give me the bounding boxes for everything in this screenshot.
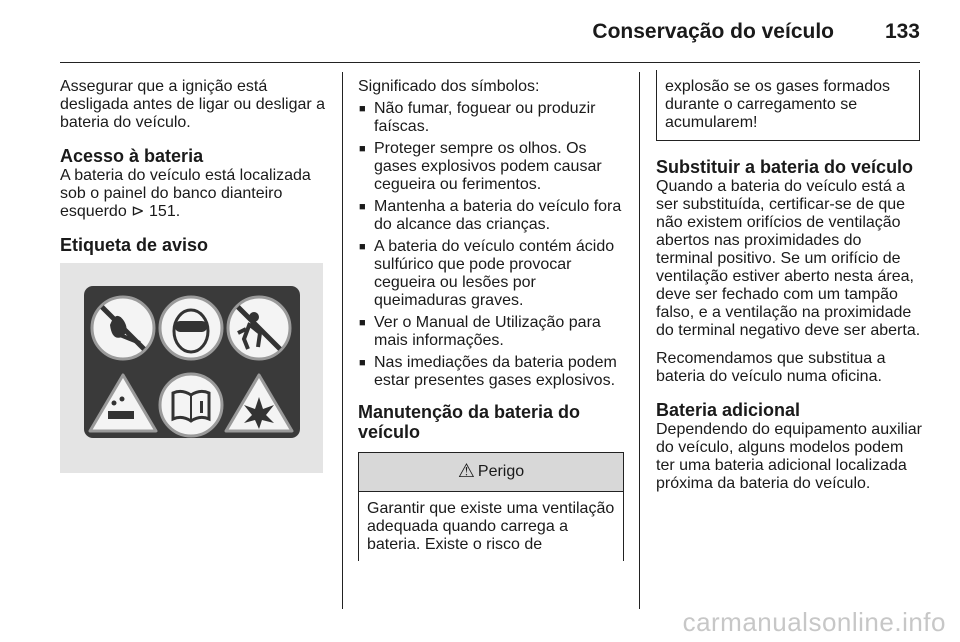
column-divider (342, 72, 343, 609)
warning-label-heading: Etiqueta de aviso (60, 235, 209, 255)
danger-text: Garantir que existe uma ventilação adequada quando carrega a bateria. Existe o risco de (367, 500, 615, 553)
symbols-list (358, 100, 624, 390)
warning-label-image (60, 263, 323, 473)
access-heading: Acesso à bateria (60, 146, 204, 166)
aux-battery-heading: Bateria adicional (656, 400, 801, 420)
replace-battery-heading: Substituir a bateria do veículo (656, 157, 914, 177)
maintenance-heading: Manutenção da bateria do veículo (358, 402, 581, 442)
replace-battery-text: Quando a bateria do veículo está a ser substituída, certificar-se de que não existem orifícios de ventilação abertos nas proximidades do terminal positivo. Se um orifício de ventilação estiver aberto nesta área, deve ser fechado com um tampão falso, e a ventilação na proximidade do terminal negativo deve ser aberta. (656, 178, 921, 339)
no-fire-icon (92, 297, 154, 359)
page-reference-icon: ⊳ (131, 203, 145, 220)
list-item: ■ Nas imediações da bateria podem estar presentes gases explosivos. (358, 354, 624, 390)
warning-triangle-icon: ⚠ (457, 461, 475, 482)
danger-box-continued: explosão se os gases formados durante o carregamento se acumularem! (656, 70, 920, 141)
danger-box-header (359, 453, 623, 492)
column-right (656, 78, 922, 503)
eye-protection-icon (160, 297, 222, 359)
list-item: ■ Ver o Manual de Utilização para mais informações. (358, 314, 624, 350)
danger-title: Perigo (477, 463, 525, 480)
list-item: ■ Mantenha a bateria do veículo fora do alcance das crianças. (358, 198, 624, 234)
access-text: A bateria do veículo está localizada sob o painel do banco dianteiro esquerdo ⊳ 151. (60, 167, 311, 220)
recommend-text: Recomendamos que substitua a bateria do veículo numa oficina. (656, 350, 886, 385)
list-item: ■ Proteger sempre os olhos. Os gases explosivos podem causar cegueira ou ferimentos. (358, 140, 624, 194)
danger-box (358, 452, 624, 561)
list-item: ■ A bateria do veículo contém ácido sulfúrico que pode provocar cegueira ou lesões por queimaduras graves. (358, 238, 624, 310)
list-item: ■ Não fumar, foguear ou produzir faíscas. (358, 100, 624, 136)
ignition-note: Assegurar que a ignição está desligada antes de ligar ou desligar a bateria do veículo. (60, 78, 326, 131)
watermark: carmanualsonline.info (682, 607, 946, 637)
explosion-warning-icon (226, 375, 292, 431)
access-reference[interactable]: 151. (149, 203, 181, 220)
manual-icon (160, 374, 222, 436)
page-title: Conservação do veículo (592, 20, 834, 43)
page-number: 133 (884, 20, 920, 43)
aux-battery-text: Dependendo do equipamento auxiliar do veículo, alguns modelos podem ter uma bateria adicional localizada próxima da bateria do veículo. (656, 421, 922, 492)
symbols-intro: Significado dos símbolos: (358, 78, 540, 95)
column-middle (358, 78, 624, 561)
acid-warning-icon (90, 375, 156, 431)
column-left (60, 78, 328, 473)
page-header (60, 0, 920, 63)
column-divider (639, 72, 640, 609)
warning-symbols (60, 263, 323, 473)
keep-away-children-icon (228, 297, 290, 359)
